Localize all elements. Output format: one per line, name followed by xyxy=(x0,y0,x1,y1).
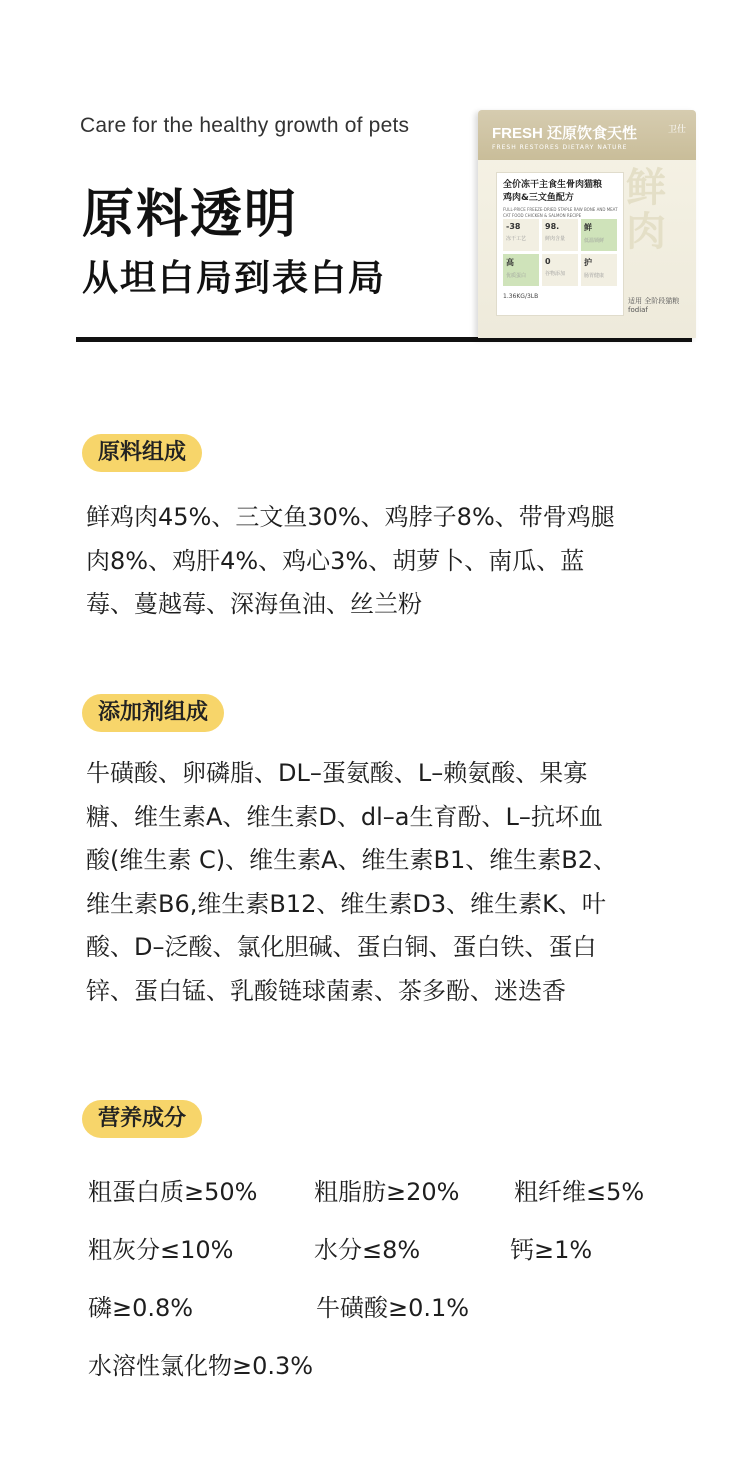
additives-text xyxy=(86,752,676,1013)
bag-name-line2: 鸡肉&三文鱼配方 xyxy=(503,193,574,203)
bag-cell-note: 肠胃健康 xyxy=(584,273,605,279)
bag-cell xyxy=(503,219,539,251)
bag-cell xyxy=(542,254,578,286)
nutrient-item: 牛磺酸≥0.1% xyxy=(316,1294,470,1322)
bag-cell-value: 鲜 xyxy=(584,223,592,232)
page-title: 原料透明 xyxy=(82,185,299,245)
ingredients-text xyxy=(86,496,676,627)
bag-cell xyxy=(581,219,617,251)
bag-applicable: 适用 全阶段猫粮 xyxy=(628,297,680,305)
bag-side-brand: fodiaf xyxy=(628,306,648,314)
bag-big-word: 鲜肉 xyxy=(626,165,666,255)
nutrient-item: 粗纤维≤5% xyxy=(514,1178,645,1206)
bag-cell-note: 鲜肉含量 xyxy=(545,236,566,242)
bag-cell-note: 低温锁鲜 xyxy=(584,238,605,244)
bag-header xyxy=(478,110,696,160)
additives-label: 添加剂组成 xyxy=(82,694,224,732)
bag-cell xyxy=(503,254,539,286)
bag-cell-value: 高 xyxy=(506,258,514,267)
bag-logo: 卫仕 xyxy=(667,125,686,135)
bag-cell-value: 0 xyxy=(545,257,551,266)
ingredients-label: 原料组成 xyxy=(82,434,202,472)
bag-small-text: FULL-PRICE FREEZE-DRIED STAPLE RAW BONE AND MEAT CAT FOOD CHICKEN & SALMON RECIPE xyxy=(503,207,618,218)
product-bag-image xyxy=(478,110,696,338)
nutrient-item: 粗蛋白质≥50% xyxy=(88,1178,258,1206)
bag-net-weight: 1.36KG/3LB xyxy=(503,293,539,300)
nutrition-label: 营养成分 xyxy=(82,1100,202,1138)
page-subtitle: 从坦白局到表白局 xyxy=(82,258,387,299)
nutrient-item: 磷≥0.8% xyxy=(88,1294,194,1322)
ingredients-line: 鲜鸡肉45%、三文鱼30%、鸡脖子8%、带骨鸡腿 xyxy=(86,503,615,531)
additives-line: 锌、蛋白锰、乳酸链球菌素、茶多酚、迷迭香 xyxy=(86,976,566,1005)
ingredients-line: 莓、蔓越莓、深海鱼油、丝兰粉 xyxy=(86,590,422,618)
bag-product-name xyxy=(503,179,602,205)
additives-line: 酸(维生素 C)、维生素A、维生素B1、维生素B2、 xyxy=(86,846,617,874)
bag-cell-note: 优质蛋白 xyxy=(506,273,527,279)
nutrient-item: 粗灰分≤10% xyxy=(88,1236,234,1264)
bag-cell xyxy=(581,254,617,286)
additives-line: 糖、维生素A、维生素D、dl–a生育酚、L–抗坏血 xyxy=(86,802,603,831)
bag-name-line1: 全价冻干主食生骨肉猫粮 xyxy=(503,180,603,190)
additives-line: 维生素B6,维生素B12、维生素D3、维生素K、叶 xyxy=(86,889,606,918)
bag-cell-note: 冻干工艺 xyxy=(506,236,527,242)
nutrient-item: 水溶性氯化物≥0.3% xyxy=(88,1352,314,1380)
bag-tagline: FRESH RESTORES DIETARY NATURE xyxy=(492,144,628,151)
bag-brand: FRESH 还原饮食天性 xyxy=(492,125,638,142)
ingredients-line: 肉8%、鸡肝4%、鸡心3%、胡萝卜、南瓜、蓝 xyxy=(86,546,585,575)
bag-label xyxy=(496,172,624,316)
tagline: Care for the healthy growth of pets xyxy=(80,114,410,137)
bag-cell-note: 谷物添加 xyxy=(545,271,566,277)
bag-cell-value: -38 xyxy=(506,222,521,231)
nutrient-item: 粗脂肪≥20% xyxy=(314,1178,460,1206)
bag-cell xyxy=(542,219,578,251)
nutrient-item: 钙≥1% xyxy=(510,1236,593,1264)
additives-line: 酸、D–泛酸、氯化胆碱、蛋白铜、蛋白铁、蛋白 xyxy=(86,933,597,961)
bag-cell-value: 98. xyxy=(545,222,560,231)
bag-feature-grid xyxy=(503,219,617,286)
nutrient-item: 水分≤8% xyxy=(314,1236,421,1264)
bag-cell-value: 护 xyxy=(584,258,592,267)
additives-line: 牛磺酸、卵磷脂、DL–蛋氨酸、L–赖氨酸、果寡 xyxy=(86,759,588,787)
